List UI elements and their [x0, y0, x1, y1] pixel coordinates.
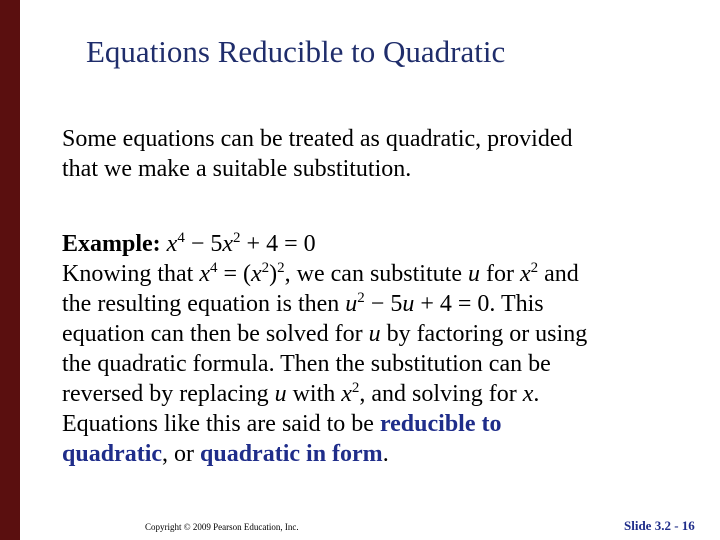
copyright-footer: Copyright © 2009 Pearson Education, Inc.	[145, 522, 299, 532]
intro-paragraph	[62, 124, 702, 184]
slide-number: Slide 3.2 - 16	[624, 518, 695, 533]
body-line-4: the quadratic formula. Then the substitution can be	[62, 351, 551, 377]
term-quadratic: quadratic	[62, 441, 163, 467]
example-paragraph	[62, 229, 702, 469]
body-line-6: Equations like this are said to be reducible to	[62, 411, 502, 437]
term-reducible-to: reducible to	[379, 411, 502, 437]
slide-title: Equations Reducible to Quadratic	[86, 34, 506, 69]
body-line-3: equation can then be solved for u by factoring or using	[62, 321, 588, 347]
body-line-5: reversed by replacing u with $x^2$, and solving for x.	[62, 380, 540, 407]
intro-line-2: that we make a suitable substitution.	[62, 156, 412, 182]
body-line-1: Knowing that $x^4 = (x^2)^2$, we can substitute u for $x^2$ and	[62, 260, 579, 287]
example-label: Example:	[62, 231, 161, 257]
term-quadratic-in-form: quadratic in form	[200, 441, 383, 467]
body-line-7: quadratic, or quadratic in form.	[62, 441, 389, 467]
decorative-side-bar	[0, 0, 20, 540]
example-equation: Example: $x^4 - 5x^2 + 4 = 0$	[62, 230, 316, 257]
body-line-2: the resulting equation is then $u^2 - 5u + 4 = 0$. This	[62, 290, 544, 317]
intro-line-1: Some equations can be treated as quadratic, provided	[62, 126, 573, 152]
